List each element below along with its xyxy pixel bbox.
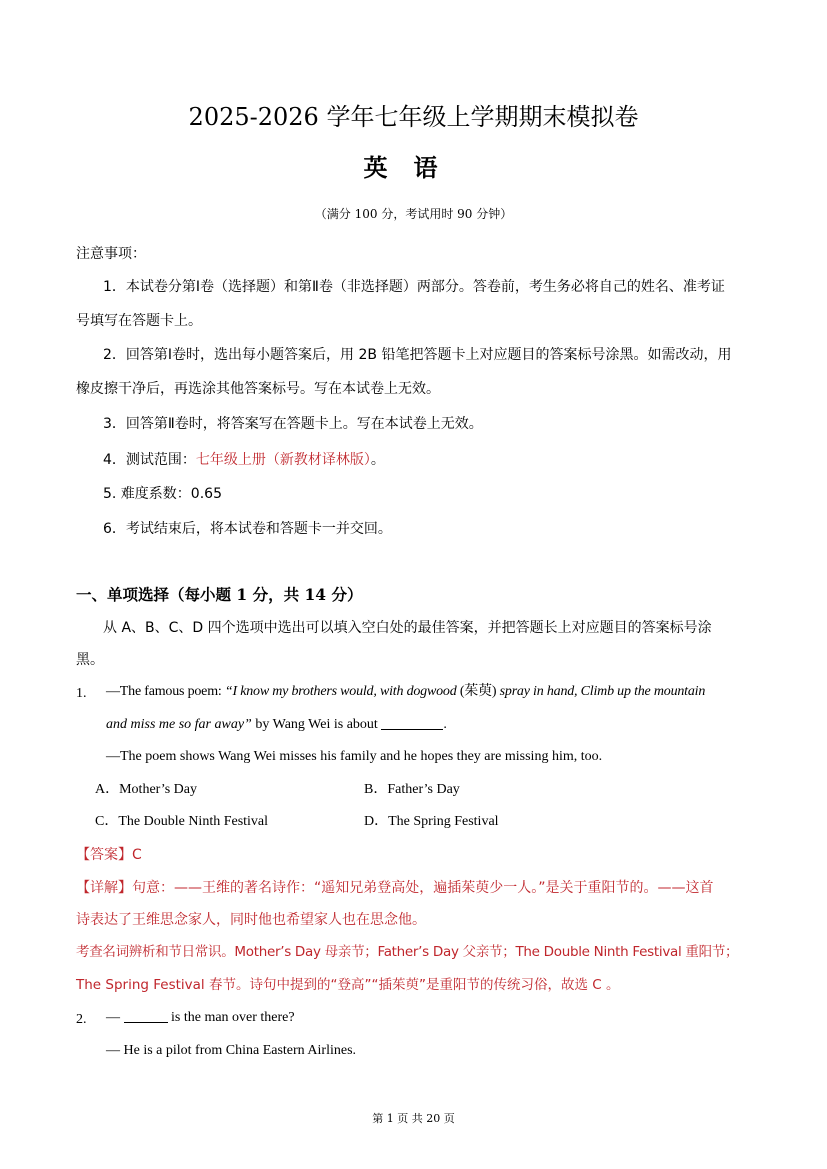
exam-title: 2025-2026 学年七年级上学期期末模拟卷 bbox=[188, 103, 639, 131]
q1-detail-line-2: 诗表达了王维思念家人，同时他也希望家人也在思念他。 bbox=[76, 912, 426, 928]
q1-option-d: D．The Spring Festival bbox=[364, 814, 499, 829]
subject-title: 英语 bbox=[363, 153, 464, 182]
q1-detail-line-1 bbox=[76, 878, 714, 898]
q1-line-3: —The poem shows Wang Wei misses his family and he hopes they are missing him, too. bbox=[106, 749, 603, 764]
notice-item-4-prefix: 4．测试范围： bbox=[103, 452, 196, 468]
q1-answer-blank bbox=[381, 715, 443, 730]
q2-line-2: — He is a pilot from China Eastern Airlines. bbox=[106, 1043, 357, 1058]
q1-option-b: B．Father’s Day bbox=[364, 782, 460, 797]
q1-option-a: A．Mother’s Day bbox=[95, 782, 198, 797]
notice-item-1-line-2: 号填写在答题卡上。 bbox=[76, 313, 202, 329]
section-1-instruction-line-1: 从 A、B、C、D 四个选项中选出可以填入空白处的最佳答案，并把答题长上对应题目的答案标号涂 bbox=[103, 620, 712, 636]
q2-line-1-text: is the man over there? bbox=[167, 1010, 295, 1025]
notice-item-4-suffix: 。 bbox=[370, 452, 385, 468]
notice-heading: 注意事项： bbox=[76, 246, 146, 262]
q1-answer: 【答案】C bbox=[76, 847, 142, 863]
q2-number: 2. bbox=[76, 1012, 87, 1027]
notice-item-1-line-1: 1．本试卷分第Ⅰ卷（选择题）和第Ⅱ卷（非选择题）两部分。答卷前，考生务必将自己的姓名、准考证 bbox=[103, 279, 725, 295]
notice-item-2-line-2: 橡皮擦干净后，再选涂其他答案标号。写在本试卷上无效。 bbox=[76, 381, 440, 397]
q1-gloss: (茱萸) bbox=[456, 684, 500, 699]
q1-detail-label: 【详解】 bbox=[76, 880, 132, 896]
q1-option-c: C．The Double Ninth Festival bbox=[95, 814, 269, 829]
q1-poem-part-3: and miss me so far away” bbox=[106, 717, 252, 732]
q1-line-2 bbox=[106, 715, 447, 735]
q1-detail-line-4: The Spring Festival 春节。诗句中提到的“登高”“插茱萸”是重阳节的传统习俗，故选 C 。 bbox=[76, 977, 620, 993]
q1-line-1 bbox=[106, 682, 705, 702]
notice-item-6: 6．考试结束后，将本试卷和答题卡一并交回。 bbox=[103, 521, 392, 537]
section-1-instruction-line-2: 黑。 bbox=[76, 652, 104, 668]
q1-line-2-text: by Wang Wei is about bbox=[251, 717, 378, 732]
test-scope: 七年级上册（新教材译林版） bbox=[195, 452, 371, 468]
q1-line-2-end: . bbox=[443, 717, 447, 732]
page-footer: 第 1 页 共 20 页 bbox=[372, 1112, 455, 1125]
notice-item-3: 3．回答第Ⅱ卷时，将答案写在答题卡上。写在本试卷上无效。 bbox=[103, 416, 483, 432]
q2-answer-blank bbox=[124, 1008, 168, 1023]
q1-detail-text-1: 句意：——王维的著名诗作：“遥知兄弟登高处，遍插茱萸少一人。”是关于重阳节的。——这首 bbox=[132, 880, 714, 896]
q1-detail-line-3: 考查名词辨析和节日常识。Mother’s Day 母亲节；Father’s Day 父亲节；The Double Ninth Festival 重阳节； bbox=[76, 944, 739, 960]
notice-item-2-line-1: 2．回答第Ⅰ卷时，选出每小题答案后，用 2B 铅笔把答题卡上对应题目的答案标号涂黑。如需改动，用 bbox=[103, 347, 732, 363]
q1-line-1-lead: —The famous poem: bbox=[106, 684, 225, 699]
section-1-heading: 一、单项选择（每小题 1 分，共 14 分） bbox=[76, 585, 363, 604]
q1-number: 1. bbox=[76, 686, 87, 701]
notice-item-5: 5. 难度系数：0.65 bbox=[103, 486, 222, 502]
q2-line-1 bbox=[106, 1008, 295, 1028]
q2-line-1-lead: — bbox=[106, 1010, 124, 1025]
q1-poem-part-2: spray in hand, Climb up the mountain bbox=[499, 684, 706, 699]
q1-poem-part-1: “I know my brothers would, with dogwood bbox=[224, 684, 457, 699]
notice-item-4 bbox=[103, 450, 385, 470]
score-note: （满分 100 分，考试用时 90 分钟） bbox=[314, 207, 513, 221]
